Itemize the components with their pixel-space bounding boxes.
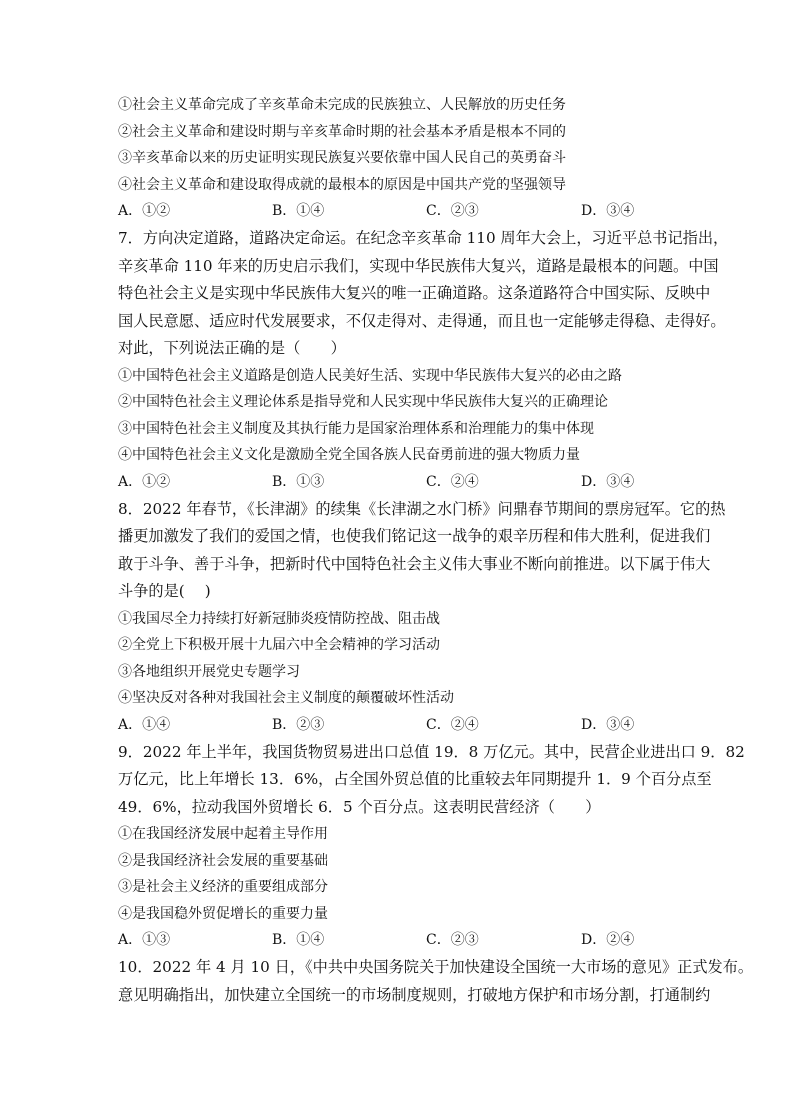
q6-option-c: C．②③: [426, 203, 479, 219]
q7-item-2: ②中国特色社会主义理论体系是指导党和人民实现中华民族伟大复兴的正确理论: [118, 394, 608, 410]
q9-item-1: ①在我国经济发展中起着主导作用: [118, 826, 328, 842]
q8-item-4: ④坚决反对各种对我国社会主义制度的颠覆破坏性活动: [118, 690, 454, 706]
q8-item-2: ②全党上下积极开展十九届六中全会精神的学习活动: [118, 637, 440, 653]
q8-item-3: ③各地组织开展党史专题学习: [118, 663, 300, 680]
q8-options: [118, 712, 688, 739]
q10-stem-line-1: 10．2022 年 4 月 10 日，《中共中央国务院关于加快建设全国统一大市场的意见》正式发布。: [118, 958, 754, 976]
q7-options: [118, 469, 688, 496]
q9-stem-line-1: 9．2022 年上半年，我国货物贸易进出口总值 19．8 万亿元。其中，民营企业进出口 9．82: [118, 742, 745, 761]
question-6: [118, 92, 688, 225]
q8-item-1: ①我国尽全力持续打好新冠肺炎疫情防控战、阻击战: [118, 610, 440, 627]
q8-stem-line-4: 斗争的是( ): [118, 582, 211, 600]
question-8: [118, 496, 726, 739]
q7-option-d: D．③④: [581, 473, 635, 490]
q7-stem-line-5: 对此，下列说法正确的是（ ）: [118, 339, 346, 357]
q8-stem-line-3: 敢于斗争、善于斗争，把新时代中国特色社会主义伟大事业不断向前推进。以下属于伟大: [118, 554, 711, 573]
question-10: [118, 954, 754, 1009]
q7-item-4: ④中国特色社会主义文化是激励全党全国各族人民奋勇前进的强大物质力量: [118, 447, 580, 463]
q9-option-c: C．②③: [426, 932, 479, 948]
question-7: [118, 225, 729, 496]
q6-item-3: ③辛亥革命以来的历史证明实现民族复兴要依靠中国人民自己的英勇奋斗: [118, 150, 566, 166]
q9-stem-line-3: 49．6%，拉动我国外贸增长 6．5 个百分点。这表明民营经济（ ）: [118, 797, 601, 816]
q8-option-c: C．②④: [426, 716, 479, 733]
q9-stem-line-2: 万亿元，比上年增长 13．6%，占全国外贸总值的比重较去年同期提升 1．9 个百分点至: [118, 770, 712, 788]
page-content: [118, 92, 754, 1009]
q6-option-d: D．③④: [581, 203, 635, 219]
q9-option-b: B．①④: [272, 932, 325, 948]
q6-item-1: ①社会主义革命完成了辛亥革命未完成的民族独立、人民解放的历史任务: [118, 97, 566, 113]
q7-item-3: ③中国特色社会主义制度及其执行能力是国家治理体系和治理能力的集中体现: [118, 420, 594, 437]
q9-item-2: ②是我国经济社会发展的重要基础: [118, 852, 328, 869]
q9-item-4: ④是我国稳外贸促增长的重要力量: [118, 905, 328, 922]
q8-stem-line-2: 播更加激发了我们的爱国之情，也使我们铭记这一战争的艰辛历程和伟大胜利，促进我们: [118, 527, 711, 545]
q8-option-b: B．②③: [272, 716, 325, 733]
question-9: [118, 739, 745, 955]
q7-stem-line-2: 辛亥革命 110 年来的历史启示我们，实现中华民族伟大复兴，道路是最根本的问题。中国: [118, 256, 719, 275]
q9-options: [118, 927, 688, 954]
q6-option-b: B．①④: [272, 203, 325, 219]
q8-stem-line-1: 8．2022 年春节，《长津湖》的续集《长津湖之水门桥》问鼎春节期间的票房冠军。它的热: [118, 499, 726, 518]
q10-stem-line-2: 意见明确指出，加快建立全国统一的市场制度规则，打破地方保护和市场分割，打通制约: [118, 985, 711, 1004]
q7-option-a: A．①②: [118, 473, 171, 490]
q7-option-b: B．①③: [272, 473, 325, 490]
q6-item-2: ②社会主义革命和建设时期与辛亥革命时期的社会基本矛盾是根本不同的: [118, 123, 566, 140]
q7-item-1: ①中国特色社会主义道路是创造人民美好生活、实现中华民族伟大复兴的必由之路: [118, 367, 622, 384]
q6-option-a: A．①②: [118, 203, 171, 219]
q9-option-a: A．①③: [118, 932, 171, 948]
q8-option-d: D．③④: [581, 716, 635, 733]
q9-item-3: ③是社会主义经济的重要组成部分: [118, 879, 328, 895]
q7-stem-line-4: 国人民意愿、适应时代发展要求，不仅走得对、走得通，而且也一定能够走得稳、走得好。: [118, 311, 726, 330]
q9-option-d: D．②④: [581, 932, 635, 948]
q7-stem-line-3: 特色社会主义是实现中华民族伟大复兴的唯一正确道路。这条道路符合中国实际、反映中: [118, 284, 711, 302]
q6-options: [118, 198, 688, 225]
q7-stem-line-1: 7．方向决定道路，道路决定命运。在纪念辛亥革命 110 周年大会上，习近平总书记指出，: [118, 229, 729, 247]
q7-option-c: C．②④: [426, 473, 479, 490]
q8-option-a: A．①④: [118, 716, 171, 733]
q6-item-4: ④社会主义革命和建设取得成就的最根本的原因是中国共产党的坚强领导: [118, 176, 566, 193]
